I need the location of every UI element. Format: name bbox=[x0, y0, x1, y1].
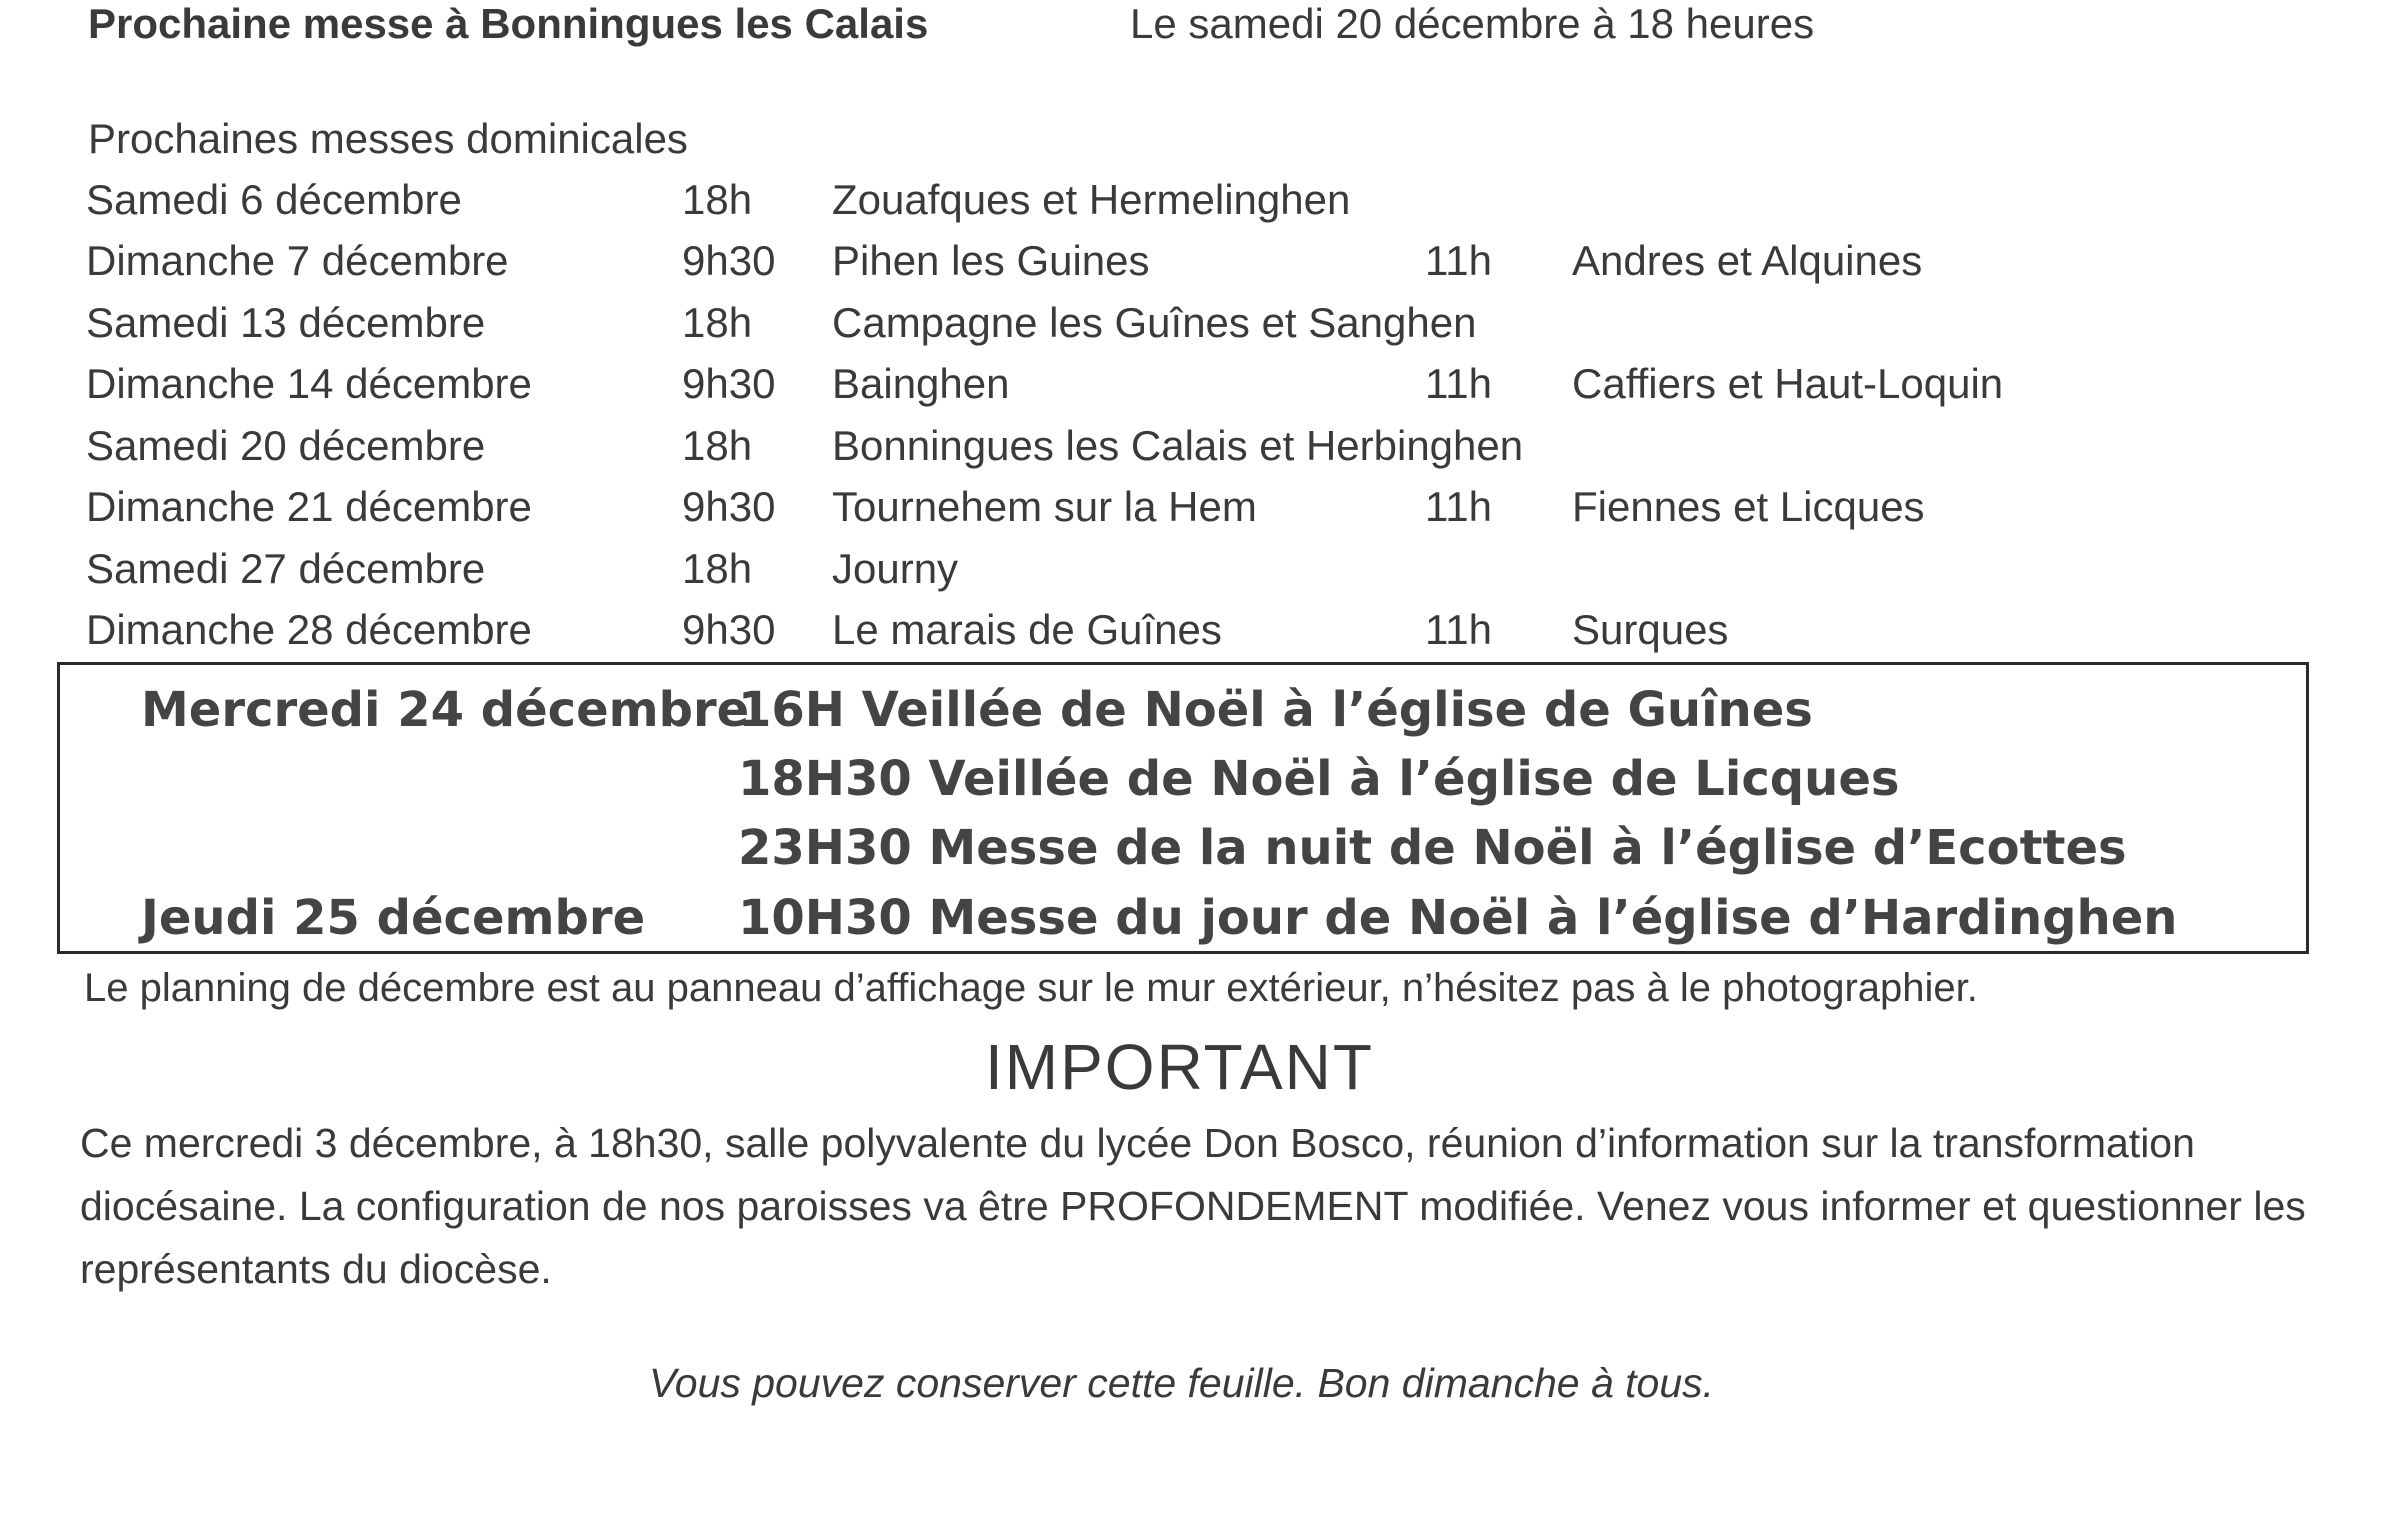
schedule-place: Le marais de Guînes bbox=[832, 606, 1222, 653]
christmas-event: 16H Veillée de Noël à l’église de Guînes bbox=[738, 682, 1813, 738]
christmas-event: 23H30 Messe de la nuit de Noël à l’église d’Ecottes bbox=[738, 820, 2127, 876]
schedule-time: 18h bbox=[682, 545, 753, 592]
schedule-day: Samedi 20 décembre bbox=[86, 422, 486, 469]
important-paragraph: Ce mercredi 3 décembre, à 18h30, salle polyvalente du lycée Don Bosco, réunion d’information sur la transformation diocésaine. La configuration de nos paroisses va être PROFONDEMENT modifiée. Venez vous informer et questionner les représentants du diocèse. bbox=[80, 1120, 2306, 1292]
schedule-time-second: 11h bbox=[1425, 483, 1492, 530]
schedule-place-second: Caffiers et Haut-Loquin bbox=[1572, 360, 2004, 407]
planning-note: Le planning de décembre est au panneau d’affichage sur le mur extérieur, n’hésitez pas à le photographier. bbox=[84, 966, 1978, 1010]
schedule-day: Dimanche 7 décembre bbox=[86, 237, 509, 284]
schedule-time: 9h30 bbox=[682, 606, 776, 653]
schedule-place: Bainghen bbox=[832, 360, 1010, 407]
schedule-time-second: 11h bbox=[1425, 360, 1492, 407]
schedule-time: 18h bbox=[682, 422, 753, 469]
footer-note bbox=[0, 1360, 2383, 1407]
footer-note-text: Vous pouvez conserver cette feuille. Bon dimanche à tous. bbox=[648, 1360, 1715, 1406]
schedule-place-second: Andres et Alquines bbox=[1572, 237, 1923, 284]
schedule-place: Tournehem sur la Hem bbox=[832, 483, 1257, 530]
christmas-event: 18H30 Veillée de Noël à l’église de Licques bbox=[738, 751, 1900, 807]
schedule-day: Samedi 13 décembre bbox=[86, 299, 486, 346]
schedule-time: 18h bbox=[682, 176, 753, 223]
schedule-place: Bonningues les Calais et Herbinghen bbox=[832, 422, 1524, 469]
schedule-place-second: Surques bbox=[1572, 606, 1729, 653]
important-heading bbox=[0, 1030, 2383, 1104]
schedule-time: 9h30 bbox=[682, 237, 776, 284]
schedule-time-second: 11h bbox=[1425, 237, 1492, 284]
schedule-place: Journy bbox=[832, 545, 959, 592]
schedule-day: Dimanche 21 décembre bbox=[86, 483, 532, 530]
sunday-masses-title: Prochaines messes dominicales bbox=[88, 115, 688, 162]
schedule-place: Pihen les Guines bbox=[832, 237, 1150, 284]
schedule-day: Dimanche 28 décembre bbox=[86, 606, 532, 653]
christmas-event: 10H30 Messe du jour de Noël à l’église d’Hardinghen bbox=[738, 890, 2178, 946]
schedule-day: Dimanche 14 décembre bbox=[86, 360, 532, 407]
schedule-place: Zouafques et Hermelinghen bbox=[832, 176, 1351, 223]
christmas-box bbox=[57, 662, 2309, 954]
schedule-day: Samedi 6 décembre bbox=[86, 176, 462, 223]
schedule-day: Samedi 27 décembre bbox=[86, 545, 486, 592]
schedule-time: 18h bbox=[682, 299, 753, 346]
schedule-place-second: Fiennes et Licques bbox=[1572, 483, 1925, 530]
next-mass-label: Prochaine messe à Bonningues les Calais bbox=[88, 0, 929, 47]
christmas-day: Mercredi 24 décembre bbox=[141, 682, 750, 738]
schedule-time: 9h30 bbox=[682, 360, 776, 407]
important-heading-text: IMPORTANT bbox=[985, 1031, 1374, 1103]
schedule-place: Campagne les Guînes et Sanghen bbox=[832, 299, 1477, 346]
christmas-day: Jeudi 25 décembre bbox=[141, 890, 646, 946]
schedule-time: 9h30 bbox=[682, 483, 776, 530]
schedule-time-second: 11h bbox=[1425, 606, 1492, 653]
next-mass-date: Le samedi 20 décembre à 18 heures bbox=[1130, 0, 1815, 47]
